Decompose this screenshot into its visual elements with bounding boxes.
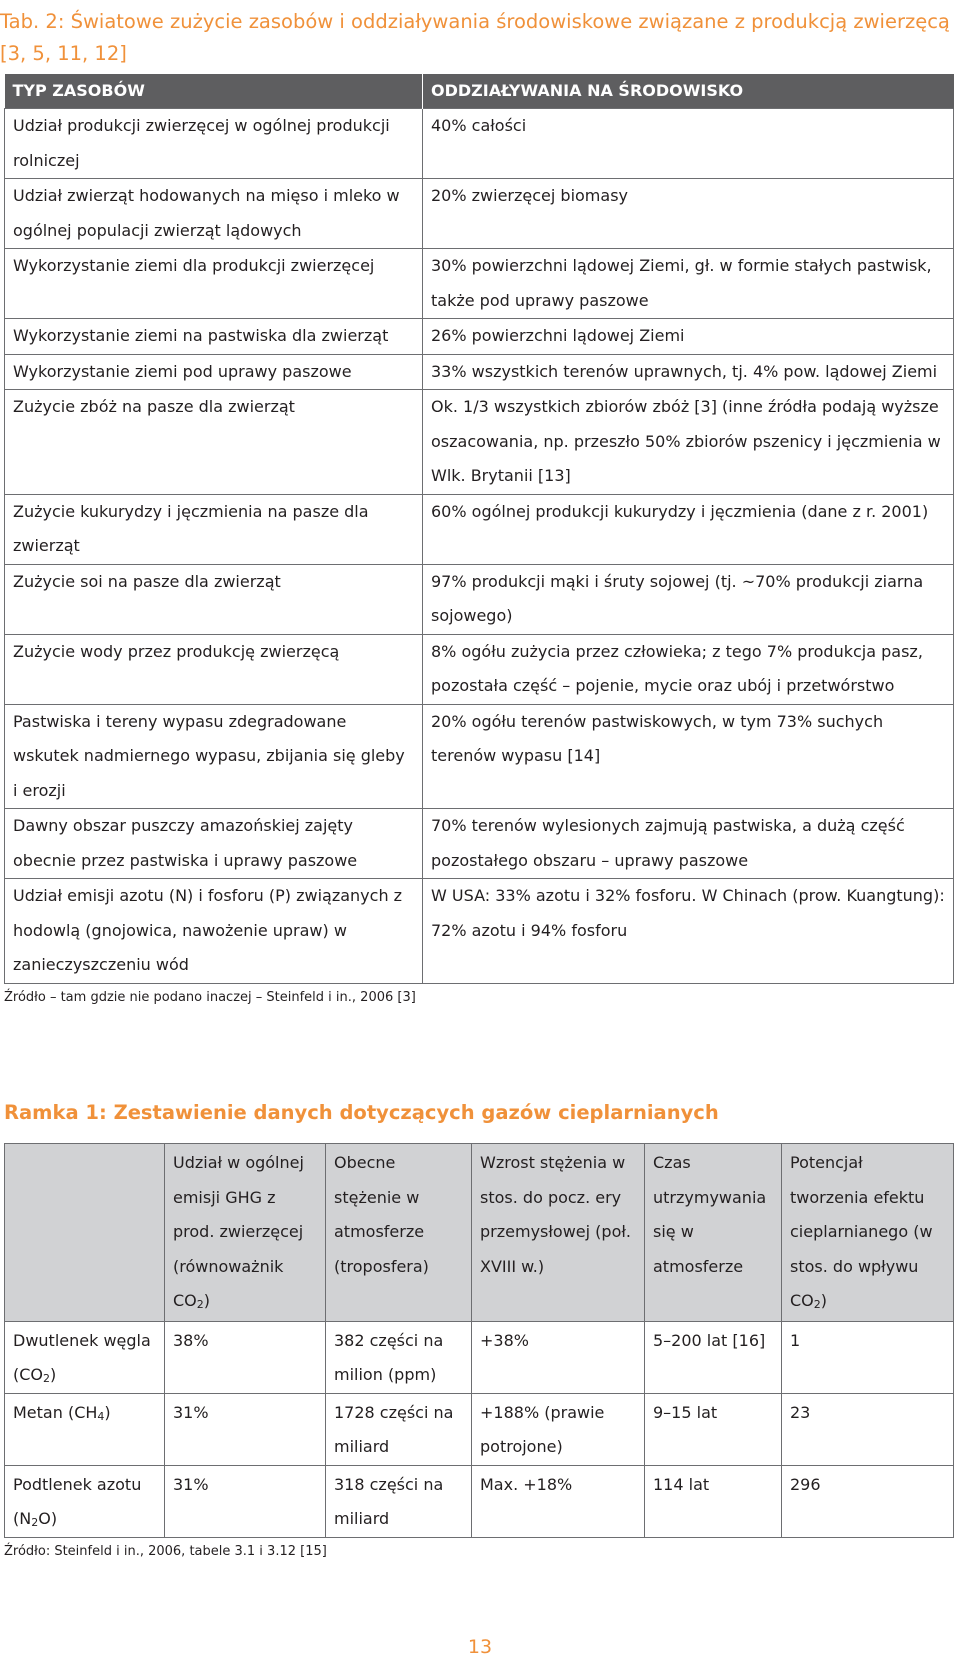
resource-cell: Wykorzystanie ziemi pod uprawy paszowe — [5, 354, 423, 390]
resource-cell: Udział produkcji zwierzęcej w ogólnej produkcji rolniczej — [5, 109, 423, 179]
gas-name-cell: Metan $(CH_4)$ — [5, 1393, 165, 1465]
impact-cell: W USA: 33% azotu i 32% fosforu. W Chinach (prow. Kuangtung): 72% azotu i 94% fosforu — [423, 879, 954, 984]
table-row — [5, 1321, 954, 1393]
table-row — [5, 179, 954, 249]
warming-potential-cell: 296 — [782, 1465, 954, 1537]
resource-cell: Zużycie zbóż na pasze dla zwierząt — [5, 390, 423, 495]
table-row — [5, 494, 954, 564]
concentration-cell: 318 części na miliard — [326, 1465, 472, 1537]
resource-cell: Zużycie wody przez produkcję zwierzęcą — [5, 634, 423, 704]
column-header-warming-potential: Potencjał tworzenia efektu cieplarnianego (w stos. do wpływu $CO_2$) — [782, 1144, 954, 1322]
table-row — [5, 1393, 954, 1465]
greenhouse-gas-table — [4, 1143, 954, 1538]
table2-source-note: Źródło: Steinfeld i in., 2006, tabele 3.1 i 3.12 [15] — [4, 1544, 327, 1559]
concentration-cell: 382 części na milion (ppm) — [326, 1321, 472, 1393]
warming-potential-cell: 23 — [782, 1393, 954, 1465]
table-row — [5, 249, 954, 319]
table-row — [5, 704, 954, 809]
impact-cell: 20% zwierzęcej biomasy — [423, 179, 954, 249]
impact-cell: 40% całości — [423, 109, 954, 179]
table-row — [5, 1465, 954, 1537]
column-header-gas — [5, 1144, 165, 1322]
resource-impact-table — [4, 74, 954, 984]
column-header-resource-type: TYP ZASOBÓW — [5, 74, 423, 109]
table1-source-note: Źródło – tam gdzie nie podano inaczej – Steinfeld i in., 2006 [3] — [4, 990, 416, 1005]
increase-cell: Max. +18% — [472, 1465, 645, 1537]
page-number: 13 — [467, 1636, 493, 1658]
emission-share-cell: 38% — [165, 1321, 326, 1393]
table-row — [5, 354, 954, 390]
column-header-atmospheric-lifetime: Czas utrzymywania się w atmosferze — [645, 1144, 782, 1322]
impact-cell: 8% ogółu zużycia przez człowieka; z tego 7% produkcja pasz, pozostała część – pojenie, mycie oraz ubój i przetwórstwo — [423, 634, 954, 704]
gas-name-cell: Podtlenek azotu $(N_2O)$ — [5, 1465, 165, 1537]
resource-cell: Dawny obszar puszczy amazońskiej zajęty obecnie przez pastwiska i uprawy paszowe — [5, 809, 423, 879]
impact-cell: 20% ogółu terenów pastwiskowych, w tym 73% suchych terenów wypasu [14] — [423, 704, 954, 809]
impact-cell: 70% terenów wylesionych zajmują pastwiska, a dużą część pozostałego obszaru – uprawy paszowe — [423, 809, 954, 879]
impact-cell: 30% powierzchni lądowej Ziemi, gł. w formie stałych pastwisk, także pod uprawy paszowe — [423, 249, 954, 319]
impact-cell: 26% powierzchni lądowej Ziemi — [423, 319, 954, 355]
table-header-row — [5, 74, 954, 109]
lifetime-cell: 5–200 lat [16] — [645, 1321, 782, 1393]
table-row — [5, 809, 954, 879]
emission-share-cell: 31% — [165, 1393, 326, 1465]
lifetime-cell: 114 lat — [645, 1465, 782, 1537]
resource-cell: Udział zwierząt hodowanych na mięso i mleko w ogólnej populacji zwierząt lądowych — [5, 179, 423, 249]
concentration-cell: 1728 części na miliard — [326, 1393, 472, 1465]
impact-cell: Ok. 1/3 wszystkich zbiorów zbóż [3] (inne źródła podają wyższe oszacowania, np. przeszło 50% zbiorów pszenicy i jęczmienia w Wlk. Brytanii [13] — [423, 390, 954, 495]
table-row — [5, 319, 954, 355]
column-header-concentration-increase: Wzrost stężenia w stos. do pocz. ery przemysłowej (poł. XVIII w.) — [472, 1144, 645, 1322]
resource-cell: Zużycie soi na pasze dla zwierząt — [5, 564, 423, 634]
resource-cell: Wykorzystanie ziemi na pastwiska dla zwierząt — [5, 319, 423, 355]
lifetime-cell: 9–15 lat — [645, 1393, 782, 1465]
table-row — [5, 879, 954, 984]
table-row — [5, 564, 954, 634]
impact-cell: 33% wszystkich terenów uprawnych, tj. 4% pow. lądowej Ziemi — [423, 354, 954, 390]
emission-share-cell: 31% — [165, 1465, 326, 1537]
table-row — [5, 390, 954, 495]
column-header-emission-share: Udział w ogólnej emisji GHG z prod. zwierzęcej (równoważnik $CO_2$) — [165, 1144, 326, 1322]
impact-cell: 97% produkcji mąki i śruty sojowej (tj. ~70% produkcji ziarna sojowego) — [423, 564, 954, 634]
table2-caption: Ramka 1: Zestawienie danych dotyczących gazów cieplarnianych — [4, 1101, 719, 1124]
resource-cell: Wykorzystanie ziemi dla produkcji zwierzęcej — [5, 249, 423, 319]
increase-cell: +38% — [472, 1321, 645, 1393]
resource-cell: Pastwiska i tereny wypasu zdegradowane wskutek nadmiernego wypasu, zbijania się gleby i erozji — [5, 704, 423, 809]
increase-cell: +188% (prawie potrojone) — [472, 1393, 645, 1465]
table-header-row — [5, 1144, 954, 1322]
resource-cell: Udział emisji azotu (N) i fosforu (P) związanych z hodowlą (gnojowica, nawożenie upraw) w zanieczyszczeniu wód — [5, 879, 423, 984]
gas-name-cell: Dwutlenek węgla $(CO_2)$ — [5, 1321, 165, 1393]
table-row — [5, 109, 954, 179]
impact-cell: 60% ogólnej produkcji kukurydzy i jęczmienia (dane z r. 2001) — [423, 494, 954, 564]
warming-potential-cell: 1 — [782, 1321, 954, 1393]
column-header-environmental-impact: ODDZIAŁYWANIA NA ŚRODOWISKO — [423, 74, 954, 109]
resource-cell: Zużycie kukurydzy i jęczmienia na pasze dla zwierząt — [5, 494, 423, 564]
column-header-current-concentration: Obecne stężenie w atmosferze (troposfera) — [326, 1144, 472, 1322]
table-row — [5, 634, 954, 704]
table1-caption: Tab. 2: Światowe zużycie zasobów i oddziaływania środowiskowe związane z produkcją zwierzęcą [3, 5, 11, 12] — [0, 10, 950, 65]
